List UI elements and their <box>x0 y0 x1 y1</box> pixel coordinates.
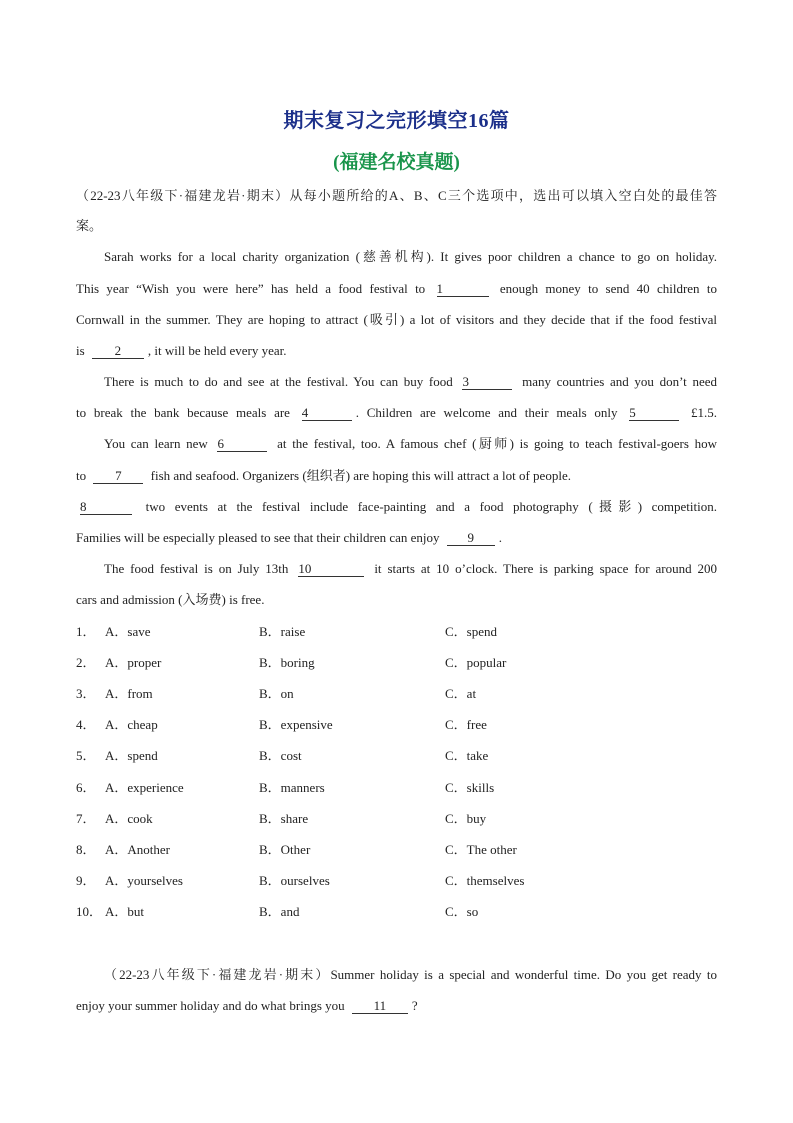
option-row <box>76 684 716 704</box>
passage-line: This year “Wish you were here” has held a food festival to 1 enough money to send 40 children to <box>76 281 717 296</box>
option-c: C．take <box>445 748 489 764</box>
option-b: B．Other <box>259 841 311 857</box>
option-row <box>76 746 716 766</box>
option-row <box>76 809 716 829</box>
option-c: C．so <box>445 903 479 919</box>
passage-line: to break the bank because meals are 4 . Children are welcome and their meals only 5 £1.5. <box>76 405 718 420</box>
option-a: A．save <box>105 624 151 639</box>
option-a: A．experience <box>105 779 184 795</box>
option-c: C．skills <box>445 779 495 795</box>
intro-text: （22-23八年级下·福建龙岩·期末）从每小题所给的A、B、C三个选项中，选出可以填入空白处的最佳答 <box>76 188 717 203</box>
option-b: B．manners <box>259 779 325 795</box>
intro-text-cont: 案。 <box>76 218 103 233</box>
option-b: B．boring <box>259 655 315 671</box>
option-b: B．share <box>259 810 309 826</box>
option-c: C．at <box>445 686 477 702</box>
option-number: 8． <box>76 841 96 857</box>
blank-11: 11 <box>352 998 408 1014</box>
option-row <box>76 871 716 891</box>
passage-line: You can learn new 6 at the festival, too. A famous chef (厨师) is going to teach festival-goers how <box>104 436 717 451</box>
blank-7: 7 <box>93 468 143 484</box>
passage-line: There is much to do and see at the festival. You can buy food 3 many countries and you don’t need <box>104 374 717 389</box>
page-title: 期末复习之完形填空16篇 <box>283 110 510 132</box>
blank-6: 6 <box>217 436 267 452</box>
blank-1: 1 <box>437 281 489 297</box>
option-row <box>76 653 716 673</box>
page-subtitle: (福建名校真题) <box>333 152 460 173</box>
option-a: A．from <box>105 686 153 702</box>
passage-line: 8 two events at the festival include face-painting and a food photography (摄影) competition. <box>80 499 718 514</box>
option-c: C．buy <box>445 810 487 826</box>
option-number: 5． <box>76 748 96 764</box>
option-a: A．spend <box>105 748 158 764</box>
option-a: A．yourselves <box>105 872 183 888</box>
blank-3: 3 <box>462 374 512 390</box>
passage-line: Cornwall in the summer. They are hoping to attract (吸引) a lot of visitors and they decide that if the food festival <box>76 312 717 327</box>
passage-line: is 2 , it will be held every year. <box>76 343 287 358</box>
blank-5: 5 <box>629 405 679 421</box>
option-number: 1． <box>76 624 96 639</box>
passage-line: The food festival is on July 13th 10 it starts at 10 o’clock. There is parking space for around 200 <box>104 561 718 576</box>
option-a: A．cheap <box>105 717 158 733</box>
blank-9: 9 <box>447 530 495 546</box>
option-b: B．expensive <box>259 717 333 733</box>
option-number: 4． <box>76 717 96 733</box>
option-a: A．proper <box>105 655 162 671</box>
option-row <box>76 622 716 642</box>
option-c: C．spend <box>445 624 498 639</box>
option-row <box>76 715 716 735</box>
option-number: 10． <box>76 903 103 919</box>
option-b: B．on <box>259 686 294 702</box>
passage-line: to 7 fish and seafood. Organizers (组织者) are hoping this will attract a lot of people. <box>76 468 571 483</box>
passage-line: cars and admission (入场费) is free. <box>76 592 265 607</box>
option-number: 9． <box>76 872 96 888</box>
option-row <box>76 778 716 798</box>
blank-8: 8 <box>80 499 132 515</box>
option-row <box>76 902 716 922</box>
option-number: 7． <box>76 810 96 826</box>
passage-line: Sarah works for a local charity organization (慈善机构). It gives poor children a chance to go on holiday. <box>104 249 717 264</box>
option-a: A．Another <box>105 841 170 857</box>
option-number: 2． <box>76 655 96 671</box>
option-c: C．themselves <box>445 872 525 888</box>
option-b: B．and <box>259 903 300 919</box>
option-c: C．popular <box>445 655 507 671</box>
passage-line: Families will be especially pleased to see that their children can enjoy 9 . <box>76 530 503 545</box>
option-b: B．ourselves <box>259 872 330 888</box>
option-number: 6． <box>76 779 96 795</box>
blank-2: 2 <box>92 343 144 359</box>
option-b: B．cost <box>259 748 302 764</box>
blank-10: 10 <box>298 561 364 577</box>
blank-4: 4 <box>302 405 352 421</box>
option-a: A．but <box>105 903 145 919</box>
passage2-line: （22-23八年级下·福建龙岩·期末）Summer holiday is a special and wonderful time. Do you get ready to <box>104 967 717 982</box>
option-number: 3． <box>76 686 96 702</box>
option-row <box>76 840 716 860</box>
option-c: C．The other <box>445 841 517 857</box>
passage2-line: enjoy your summer holiday and do what brings you 11 ? <box>76 998 418 1013</box>
option-a: A．cook <box>105 810 153 826</box>
option-b: B．raise <box>259 624 306 639</box>
option-c: C．free <box>445 717 487 733</box>
